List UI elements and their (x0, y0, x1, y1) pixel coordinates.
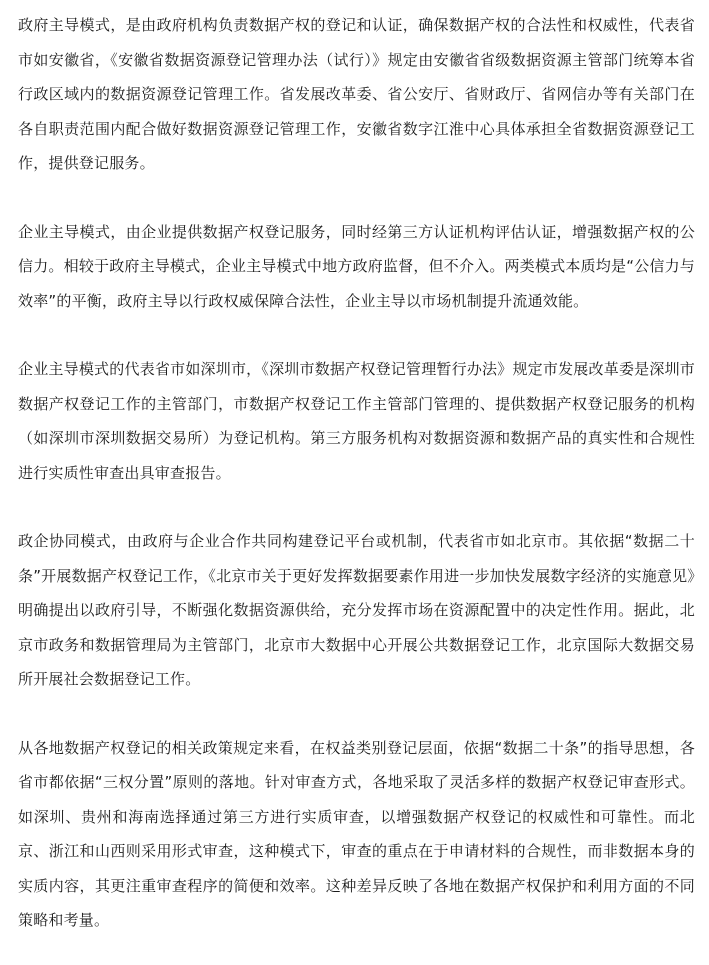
paragraph-government-led: 政府主导模式，是由政府机构负责数据产权的登记和认证，确保数据产权的合法性和权威性，代表省市如安徽省，《安徽省数据资源登记管理办法（试行）》规定由安徽省省级数据资源主管部门统筹本省行政区域内的数据资源登记管理工作。省发展改革委、省公安厅、省财政厅、省网信办等有关部门在各自职责范围内配合做好数据资源登记管理工作，安徽省数字江淮中心具体承担全省数据资源登记工作，提供登记服务。 (18, 16, 695, 172)
paragraph-policy-comparison: 从各地数据产权登记的相关政策规定来看，在权益类别登记层面，依据“数据二十条”的指导思想，各省市都依据“三权分置”原则的落地。针对审查方式，各地采取了灵活多样的数据产权登记审查形式。如深圳、贵州和海南选择通过第三方进行实质审查，以增强数据产权登记的权威性和可靠性。而北京、浙江和山西则采用形式审查，这种模式下，审查的重点在于申请材料的合规性，而非数据本身的实质内容，其更注重审查程序的简便和效率。这种差异反映了各地在数据产权保护和利用方面的不同策略和考量。 (18, 738, 695, 929)
paragraph-enterprise-led: 企业主导模式，由企业提供数据产权登记服务，同时经第三方认证机构评估认证，增强数据产权的公信力。相较于政府主导模式，企业主导模式中地方政府监督，但不介入。两类模式本质均是“公信力与效率”的平衡，政府主导以行政权威保障合法性，企业主导以市场机制提升流通效能。 (18, 222, 695, 310)
paragraph-government-enterprise-collab: 政企协同模式，由政府与企业合作共同构建登记平台或机制，代表省市如北京市。其依据“数据二十条”开展数据产权登记工作，《北京市关于更好发挥数据要素作用进一步加快发展数字经济的实施意见》明确提出以政府引导，不断强化数据资源供给，充分发挥市场在资源配置中的决定性作用。据此，北京市政务和数据管理局为主管部门，北京市大数据中心开展公共数据登记工作，北京国际大数据交易所开展社会数据登记工作。 (18, 532, 695, 688)
paragraph-shenzhen-example: 企业主导模式的代表省市如深圳市，《深圳市数据产权登记管理暂行办法》规定市发展改革委是深圳市数据产权登记工作的主管部门，市数据产权登记工作主管部门管理的、提供数据产权登记服务的机构（如深圳市深圳数据交易所）为登记机构。第三方服务机构对数据资源和数据产品的真实性和合规性进行实质性审查出具审查报告。 (18, 360, 695, 482)
